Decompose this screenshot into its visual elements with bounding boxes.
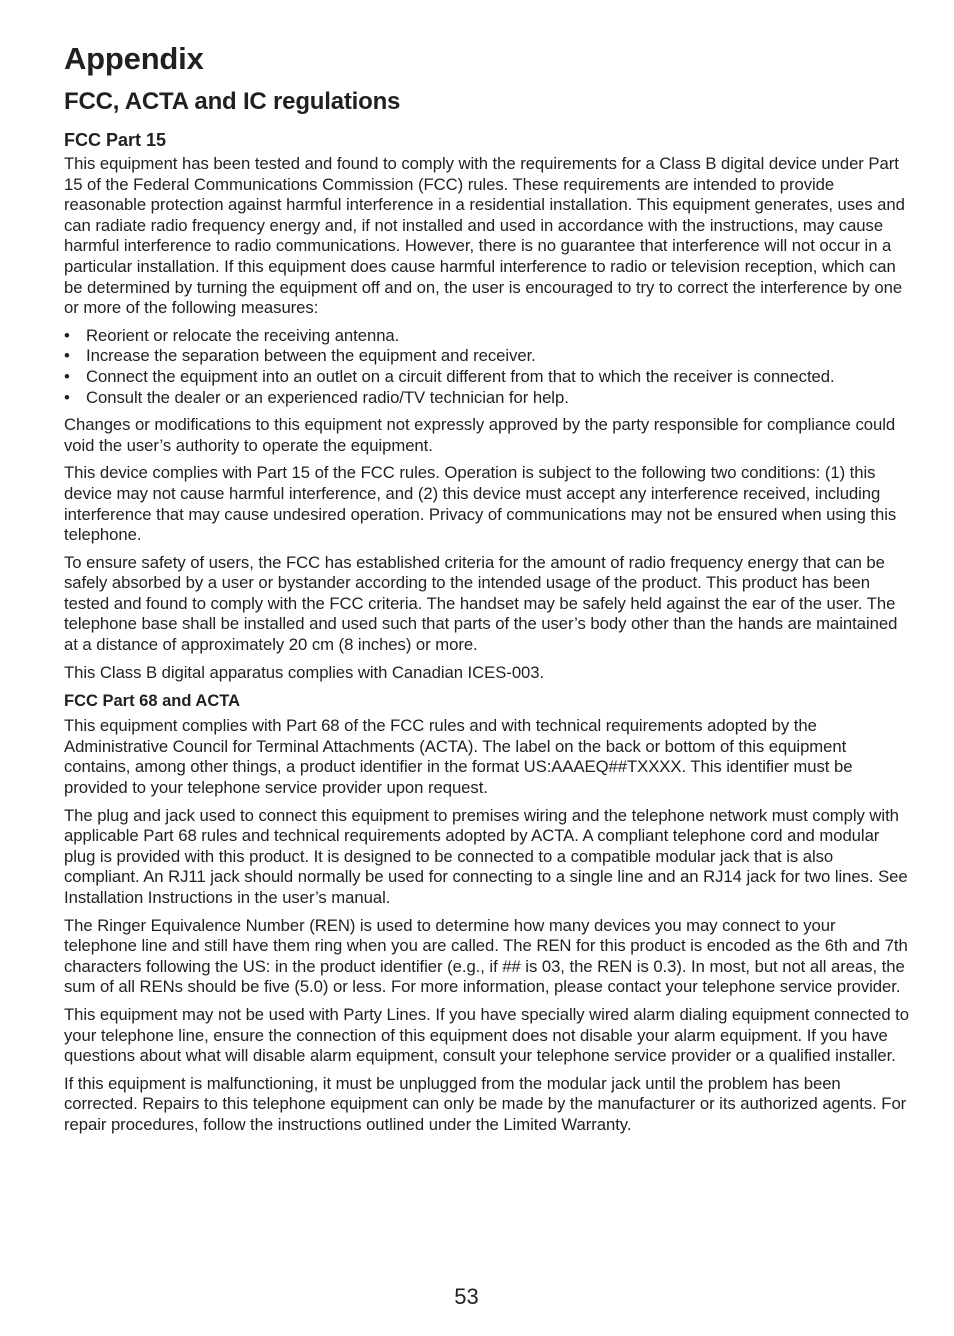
changes-paragraph: Changes or modifications to this equipment not expressly approved by the party responsible for compliance could void the user’s authority to operate the equipment.: [64, 415, 896, 455]
section-title: FCC, ACTA and IC regulations: [64, 88, 401, 115]
page-title: Appendix: [64, 41, 204, 76]
list-item-text: Consult the dealer or an experienced radio/TV technician for help.: [86, 387, 569, 407]
list-item-text: Connect the equipment into an outlet on a circuit different from that to which the receiver is connected.: [86, 366, 835, 386]
malfunction-paragraph: If this equipment is malfunctioning, it must be unplugged from the modular jack until the problem has been corrected. Repairs to this telephone equipment can only be made by the manufacturer or its authorized agents. For repair procedures, follow the instructions outlined under the Limited Warranty.: [64, 1073, 907, 1134]
measures-list: [64, 326, 910, 408]
bullet-icon: •: [64, 366, 70, 386]
ren-paragraph: The Ringer Equivalence Number (REN) is used to determine how many devices you may connect to your telephone line and still have them ring when you are called. The REN for this product is encoded as the 6th and 7th characters following the US: in the product identifier (e.g., if ## is 03, the REN is 0.3). In most, but not all areas, the sum of all RENs should be five (5.0) or less. For more information, please contact your telephone service provider.: [64, 915, 908, 997]
list-item-text: Reorient or relocate the receiving antenna.: [86, 325, 400, 345]
fcc-part68-heading: FCC Part 68 and ACTA: [64, 692, 241, 711]
bullet-icon: •: [64, 346, 70, 366]
list-item: [64, 388, 910, 409]
part68-label-paragraph: This equipment complies with Part 68 of the FCC rules and with technical requirements adopted by the Administrative Council for Terminal Attachments (ACTA). The label on the back or bottom of this equipment contains, among other things, a product identifier in the format US:AAAEQ##TXXXX. This identifier must be provided to your telephone service provider upon request.: [64, 716, 853, 798]
list-item: [64, 367, 910, 388]
canada-ices-paragraph: This Class B digital apparatus complies with Canadian ICES-003.: [64, 662, 545, 682]
list-item-text: Increase the separation between the equipment and receiver.: [86, 346, 536, 366]
list-item: [64, 346, 910, 367]
list-item: [64, 326, 910, 347]
page-number: 53: [454, 1284, 479, 1309]
document-page: [64, 38, 910, 1143]
compliance-conditions-paragraph: This device complies with Part 15 of the FCC rules. Operation is subject to the following two conditions: (1) this device may not cause harmful interference, and (2) this device must accept any interference received, including interference that may cause undesired operation. Privacy of communications may not be ensured when using this telephone.: [64, 463, 897, 545]
bullet-icon: •: [64, 387, 70, 407]
fcc-part15-heading: FCC Part 15: [64, 130, 167, 150]
bullet-icon: •: [64, 325, 70, 345]
fcc-part15-intro-paragraph: This equipment has been tested and found to comply with the requirements for a Class B digital device under Part 15 of the Federal Communications Commission (FCC) rules. These requirements are intended to provide reasonable protection against harmful interference in a residential installation. This equipment generates, uses and can radiate radio frequency energy and, if not installed and used in accordance with the instructions, may cause harmful interference to radio communications. However, there is no guarantee that interference will not occur in a particular installation. If this equipment does cause harmful interference to radio or television reception, which can be determined by turning the equipment off and on, the user is encouraged to try to correct the interference by one or more of the following measures:: [64, 154, 905, 318]
party-lines-paragraph: This equipment may not be used with Party Lines. If you have specially wired alarm dialing equipment connected to your telephone line, ensure the connection of this equipment does not disable your alarm equipment. If you have questions about what will disable alarm equipment, consult your telephone service provider or a qualified installer.: [64, 1004, 909, 1066]
rf-safety-paragraph: To ensure safety of users, the FCC has established criteria for the amount of radio frequency energy that can be safely absorbed by a user or bystander according to the intended usage of the product. This product has been tested and found to comply with the FCC criteria. The handset may be safely held against the ear of the user. The telephone base shall be installed and used such that parts of the user’s body other than the hands are maintained at a distance of approximately 20 cm (8 inches) or more.: [64, 552, 898, 655]
plug-jack-paragraph: The plug and jack used to connect this equipment to premises wiring and the telephone network must comply with applicable Part 68 rules and technical requirements adopted by ACTA. A compliant telephone cord and modular plug is provided with this product. It is designed to be connected to a compatible modular jack that is also compliant. An RJ11 jack should normally be used for connecting to a single line and an RJ14 jack for two lines. See Installation Instructions in the user’s manual.: [64, 805, 908, 907]
